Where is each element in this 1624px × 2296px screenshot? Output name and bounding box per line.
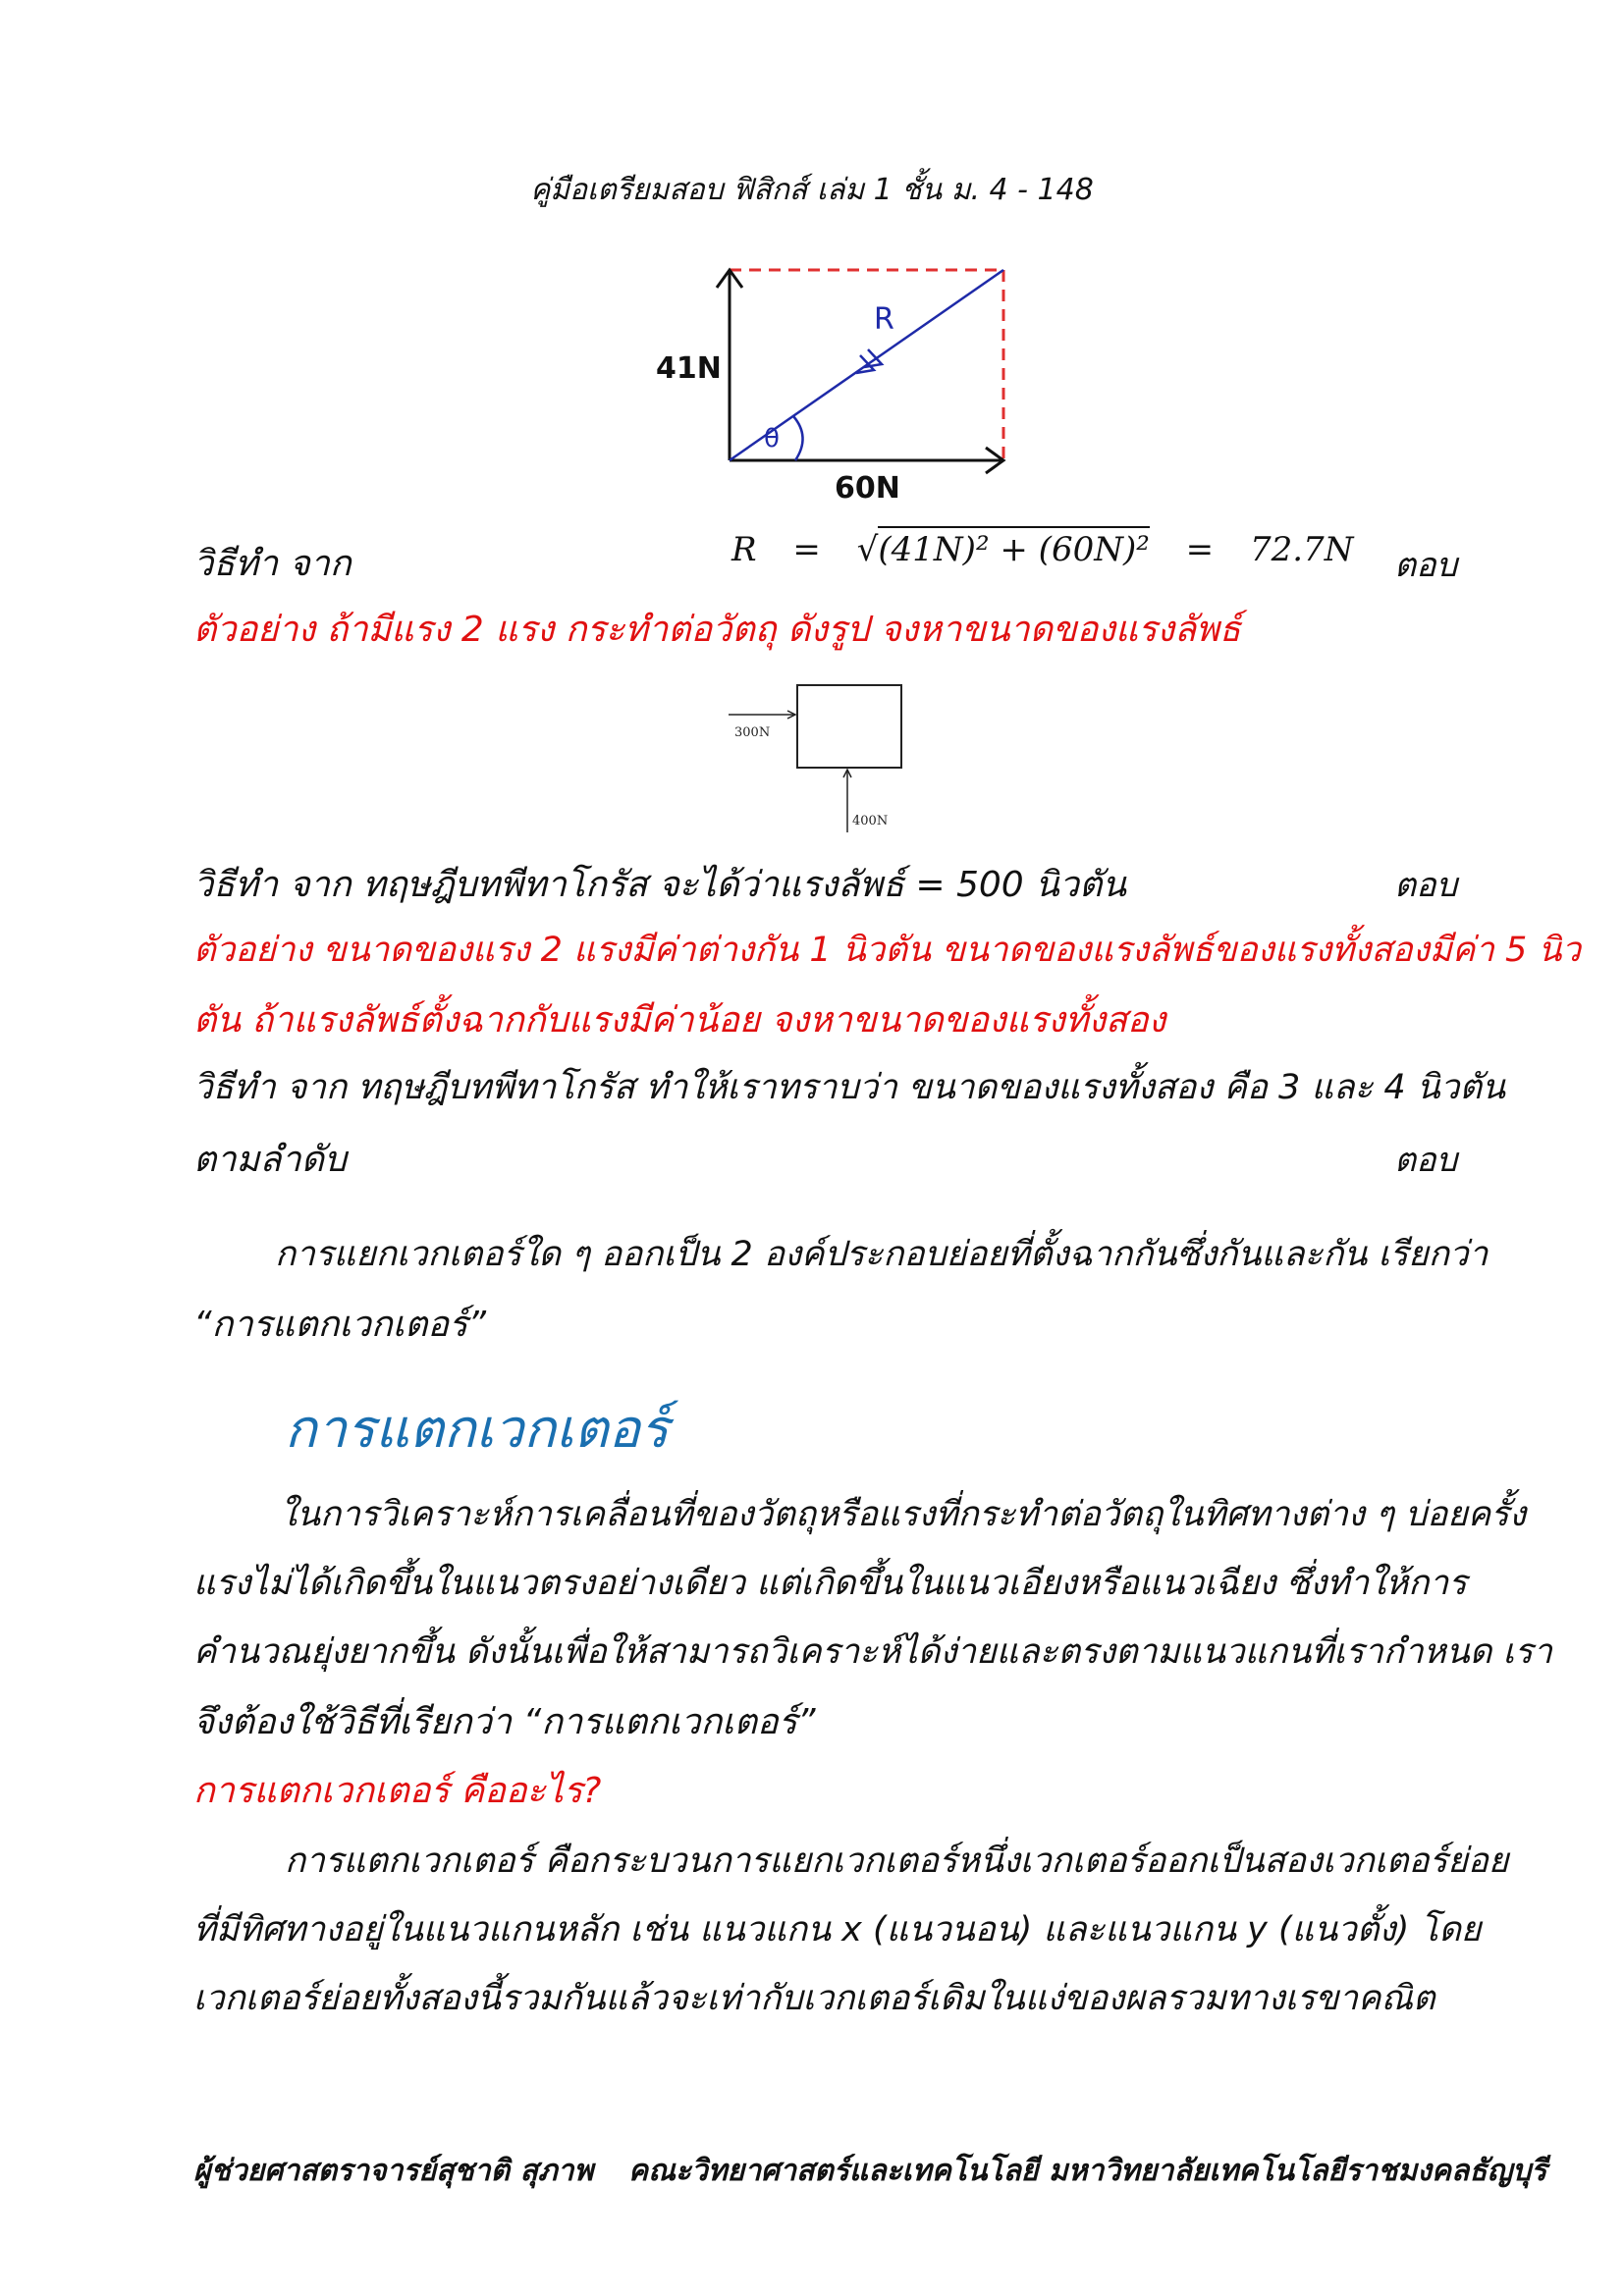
force-300-label: 300N (734, 725, 771, 740)
object-box (797, 685, 901, 768)
formula (731, 530, 1353, 569)
angle-label: θ (764, 424, 780, 454)
paragraph2-line3: คำนวณยุ่งยากขึ้น ดังนั้นเพื่อให้สามารถวิเคราะห์ได้ง่ายและตรงตามแนวแกนที่เรากำหนด เรา (193, 1632, 1552, 1672)
formula-lhs: R (731, 530, 757, 569)
subheading: การแตกเวกเตอร์ คืออะไร? (193, 1771, 602, 1811)
paragraph1-line1: การแยกเวกเตอร์ใด ๆ ออกเป็น 2 องค์ประกอบย่อยที่ตั้งฉากกันซึ่งกันและกัน เรียกว่า (275, 1235, 1489, 1274)
answer-1: ตอบ (1394, 546, 1458, 585)
example1-text: ตัวอย่าง ถ้ามีแรง 2 แรง กระทำต่อวัตถุ ดังรูป จงหาขนาดของแรงลัพธ์ (193, 610, 1241, 650)
vertical-force-label: 41N (656, 351, 722, 386)
formula-sqrt-body: (41N)² + (60N)² (878, 526, 1149, 569)
paragraph1-line2: “การแตกเวกเตอร์” (193, 1305, 486, 1345)
answer-3: ตอบ (1394, 1141, 1458, 1180)
paragraph2-line4: จึงต้องใช้วิธีที่เรียกว่า “การแตกเวกเตอร์” (193, 1702, 816, 1742)
formula-equals-2: = (1185, 530, 1215, 569)
box-force-diagram (725, 677, 921, 834)
resultant-label: R (874, 302, 894, 337)
solution3-line1: วิธีทำ จาก ทฤษฎีบทพีทาโกรัส ทำให้เราทราบว่า ขนาดของแรงทั้งสอง คือ 3 และ 4 นิวตัน (193, 1068, 1505, 1107)
sqrt-sign: √ (856, 530, 879, 569)
paragraph3-line2: ที่มีทิศทางอยู่ในแนวแกนหลัก เช่น แนวแกน x (แนวนอน) และแนวแกน y (แนวตั้ง) โดย (193, 1910, 1482, 1949)
formula-result: 72.7N (1249, 530, 1354, 569)
section-heading: การแตกเวกเตอร์ (285, 1398, 670, 1460)
example2-line2: ตัน ถ้าแรงลัพธ์ตั้งฉากกับแรงมีค่าน้อย จงหาขนาดของแรงทั้งสอง (193, 1000, 1166, 1041)
horizontal-force-label: 60N (835, 471, 900, 506)
solution1-prefix: วิธีทำ จาก (193, 544, 352, 584)
angle-arc (793, 416, 803, 460)
example2-line1: ตัวอย่าง ขนาดของแรง 2 แรงมีค่าต่างกัน 1 นิวตัน ขนาดของแรงลัพธ์ของแรงทั้งสองมีค่า 5 นิว (193, 931, 1582, 970)
paragraph2-line2: แรงไม่ได้เกิดขึ้นในแนวตรงอย่างเดียว แต่เกิดขึ้นในแนวเอียงหรือแนวเฉียง ซึ่งทำให้การ (193, 1564, 1467, 1603)
paragraph3-line1: การแตกเวกเตอร์ คือกระบวนการแยกเวกเตอร์หนึ่งเวกเตอร์ออกเป็นสองเวกเตอร์ย่อย (285, 1842, 1509, 1881)
page-header: คู่มือเตรียมสอบ ฟิสิกส์ เล่ม 1 ชั้น ม. 4 - 148 (530, 173, 1094, 207)
solution3-line2: ตามลำดับ (193, 1140, 347, 1180)
vector-diagram (638, 250, 1051, 506)
footer-institution: คณะวิทยาศาสตร์และเทคโนโลยี มหาวิทยาลัยเทคโนโลยีราชมงคลธัญบุรี (628, 2154, 1547, 2188)
paragraph3-line3: เวกเตอร์ย่อยทั้งสองนี้รวมกันแล้วจะเท่ากับเวกเตอร์เดิมในแง่ของผลรวมทางเรขาคณิต (193, 1979, 1435, 2018)
force-400-label: 400N (852, 814, 889, 828)
solution2-text: วิธีทำ จาก ทฤษฎีบทพีทาโกรัส จะได้ว่าแรงลัพธ์ = 500 นิวตัน (193, 865, 1126, 905)
formula-equals: = (792, 530, 821, 569)
footer-author: ผู้ช่วยศาสตราจารย์สุชาติ สุภาพ (193, 2154, 594, 2188)
paragraph2-line1: ในการวิเคราะห์การเคลื่อนที่ของวัตถุหรือแรงที่กระทำต่อวัตถุในทิศทางต่าง ๆ บ่อยครั้ง (280, 1495, 1527, 1534)
answer-2: ตอบ (1394, 866, 1458, 905)
